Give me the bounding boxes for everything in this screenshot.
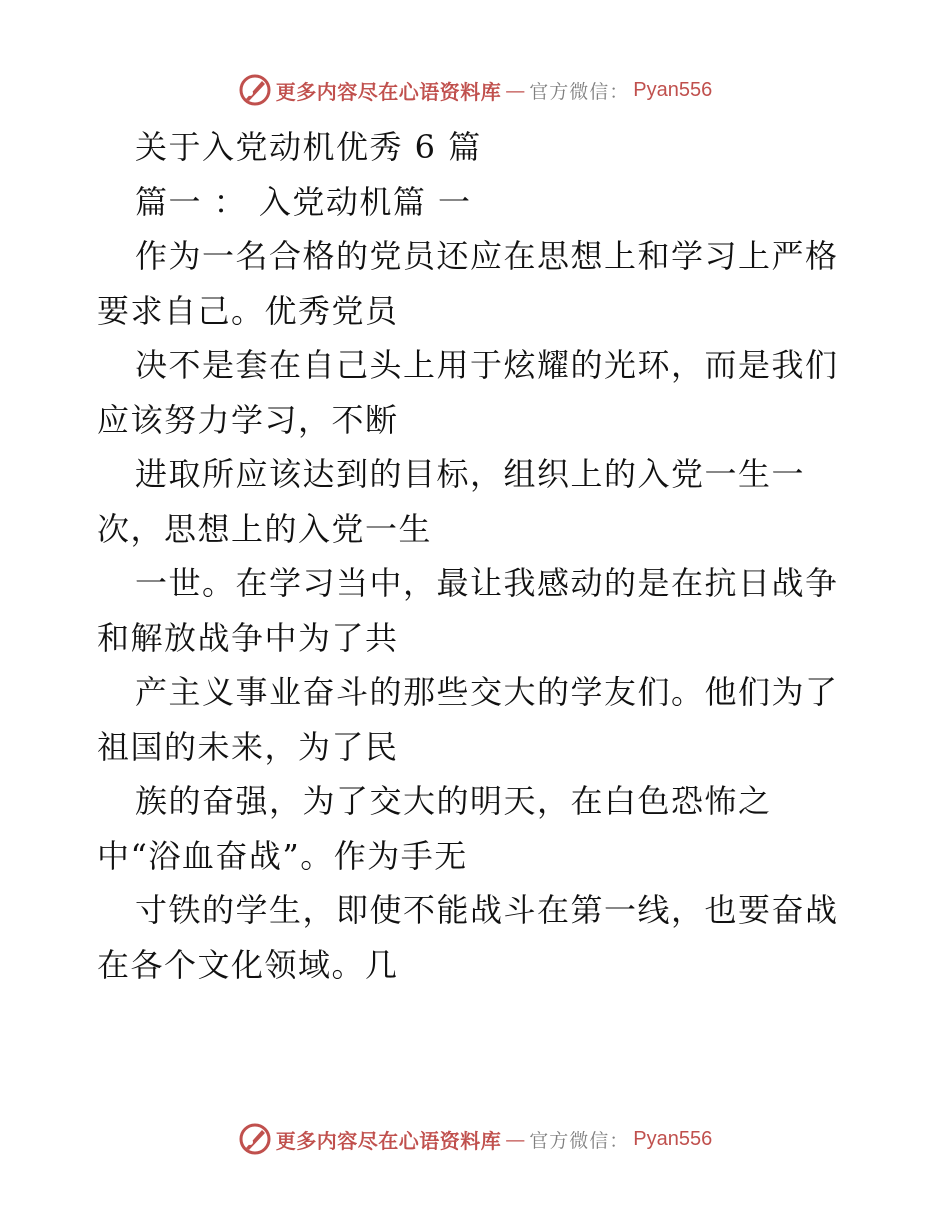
document-title: 关于入党动机优秀 6 篇 xyxy=(135,128,482,166)
text-line: 决不是套在自己头上用于炫耀的光环，而是我们 xyxy=(135,346,839,384)
section-heading: 篇一 ： 入党动机篇 一 xyxy=(135,182,472,221)
banner-main-text: 更多内容尽在心语资料库 xyxy=(275,1128,502,1153)
header-banner xyxy=(0,70,950,110)
text-line: 要求自己。优秀党员 xyxy=(97,291,399,330)
text-line: 次，思想上的入党一生 xyxy=(97,509,433,548)
text-line: 在各个文化领域。几 xyxy=(97,945,399,984)
document-body xyxy=(97,120,857,992)
quill-logo-icon xyxy=(238,1122,272,1156)
text-line: 应该努力学习，不断 xyxy=(97,400,399,439)
text-line: 寸铁的学生，即使不能战斗在第一线，也要奋战 xyxy=(135,891,839,929)
text-line: 产主义事业奋斗的那些交大的学友们。他们为了 xyxy=(135,673,839,711)
text-line: 进取所应该达到的目标，组织上的入党一生一 xyxy=(135,455,806,493)
text-line: 作为一名合格的党员还应在思想上和学习上严格 xyxy=(135,237,839,275)
banner-wechat-id: Pyan556 xyxy=(633,78,713,101)
footer-banner xyxy=(0,1119,950,1159)
text-line: 祖国的未来，为了民 xyxy=(97,727,399,766)
banner-main-text: 更多内容尽在心语资料库 xyxy=(275,79,502,104)
text-line: 族的奋强，为了交大的明天，在白色恐怖之 xyxy=(135,782,772,820)
banner-wechat-label: 官方微信： xyxy=(529,1129,630,1152)
banner-dash: — xyxy=(505,1127,526,1151)
text-line: 中“浴血奋战”。作为手无 xyxy=(97,836,468,875)
banner-wechat-id: Pyan556 xyxy=(633,1127,713,1150)
banner-dash: — xyxy=(505,78,526,102)
quill-logo-icon xyxy=(238,73,272,107)
text-line: 和解放战争中为了共 xyxy=(97,618,399,657)
text-line: 一世。在学习当中，最让我感动的是在抗日战争 xyxy=(135,564,839,602)
banner-wechat-label: 官方微信： xyxy=(529,80,630,103)
